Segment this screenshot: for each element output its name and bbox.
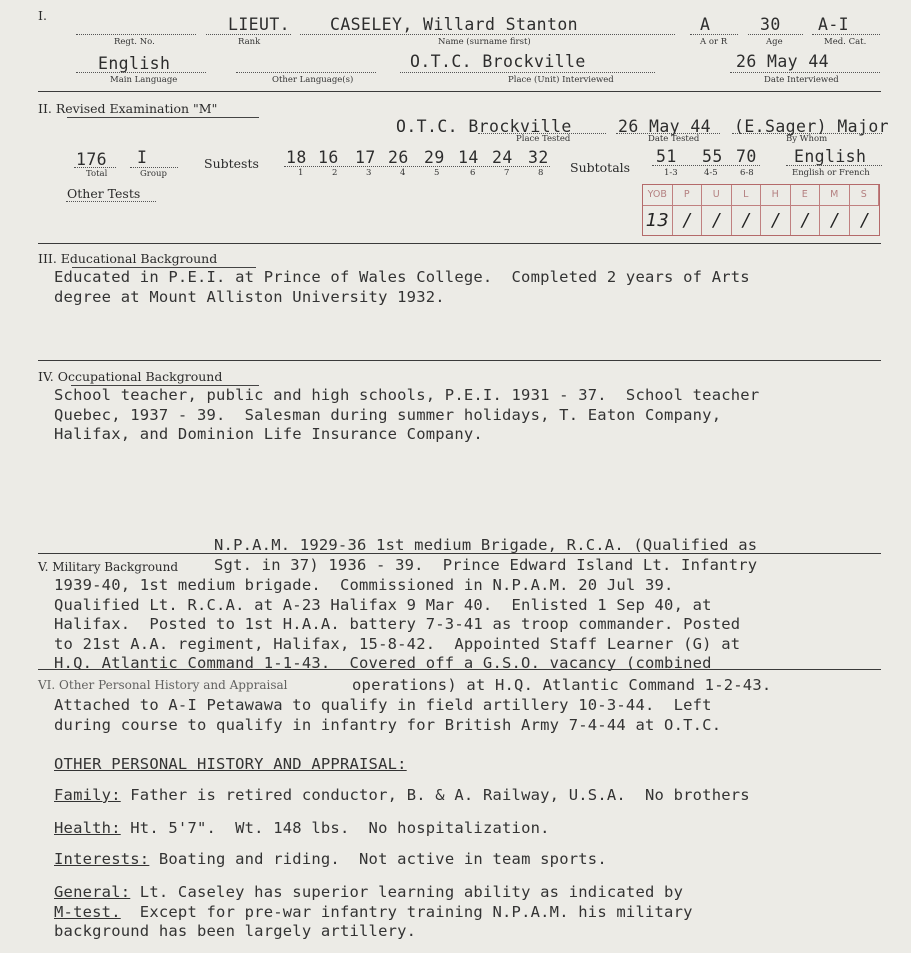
section-4-rule [38, 553, 881, 554]
language-tested-value: English [794, 147, 867, 166]
occ-line-3: Halifax, and Dominion Life Insurance Company. [54, 425, 483, 443]
grid-value-h: / [761, 206, 791, 235]
general-text-2: Except for pre-war infantry training N.P.A.M. his military [120, 902, 693, 921]
subtotal-2: 55 [702, 147, 723, 166]
general-row [54, 883, 693, 942]
mil-line-8: Attached to A-I Petawawa to qualify in field artillery 10-3-44. Left [54, 696, 712, 714]
subtest-4: 26 [388, 148, 409, 167]
interests-text: Boating and riding. Not active in team sports. [149, 850, 607, 868]
date-interviewed-label: Date Interviewed [764, 75, 839, 85]
edu-line-1: Educated in P.E.I. at Prince of Wales College. Completed 2 years of Arts [54, 268, 750, 286]
mil-line-3: Qualified Lt. R.C.A. at A-23 Halifax 9 Mar 40. Enlisted 1 Sep 40, at [54, 595, 712, 614]
pulhems-grid [642, 184, 880, 236]
section-2-title: II. Revised Examination "M" [38, 101, 218, 116]
health-label: Health: [54, 819, 121, 837]
occupational-text [54, 386, 759, 445]
edu-line-2: degree at Mount Alliston University 1932. [54, 287, 445, 306]
grid-value-s: / [861, 209, 868, 231]
educational-text [54, 268, 750, 307]
section-1-rule [38, 91, 881, 92]
section-2-title-underline [67, 117, 259, 118]
name-label: Name (surname first) [438, 37, 531, 47]
family-row [54, 786, 750, 806]
military-text-cont [54, 696, 721, 735]
subtest-num-5: 5 [434, 168, 440, 178]
subtotal-1: 51 [656, 147, 677, 166]
section-4-title: IV. Occupational Background [38, 369, 223, 384]
subtest-7: 24 [492, 148, 513, 167]
section-5-title: V. Military Background [38, 560, 179, 574]
by-whom-label: By Whom [786, 134, 828, 144]
main-language-line [76, 72, 206, 73]
subtest-num-1: 1 [298, 168, 304, 178]
subtotal-range-3: 6-8 [740, 168, 754, 178]
mil-line-9: during course to qualify in infantry for British Army 7-4-44 at O.T.C. [54, 715, 722, 734]
date-interviewed-value: 26 May 44 [736, 52, 830, 71]
rank-line [206, 34, 291, 35]
other-language-label: Other Language(s) [272, 75, 354, 85]
military-text [54, 576, 740, 674]
total-label: Total [86, 169, 108, 179]
grid-value-p: / [673, 206, 703, 235]
mil-line-7: operations) at H.Q. Atlantic Command 1-2-43. [352, 676, 772, 694]
subtest-6: 14 [458, 148, 479, 167]
main-language-value: English [98, 54, 171, 73]
section-6-title: VI. Other Personal History and Appraisal [38, 678, 288, 692]
place-tested-label: Place Tested [516, 134, 571, 144]
subtest-num-3: 3 [366, 168, 372, 178]
place-tested-value: O.T.C. Brockville [396, 117, 572, 136]
mil-line-0: N.P.A.M. 1929-36 1st medium Brigade, R.C.A. (Qualified as [214, 536, 758, 554]
med-cat-value: A-I [818, 15, 850, 34]
section-1-number: I. [38, 8, 47, 23]
date-tested-value: 26 May 44 [618, 117, 712, 136]
section-5-rule [38, 669, 881, 670]
occ-line-2: Quebec, 1937 - 39. Salesman during summer holidays, T. Eaton Company, [54, 405, 722, 424]
name-value: CASELEY, Willard Stanton [330, 15, 579, 34]
health-text: Ht. 5'7". Wt. 148 lbs. No hospitalization. [120, 819, 550, 837]
main-language-label: Main Language [110, 75, 178, 85]
place-interviewed-line [400, 72, 655, 73]
subtest-3: 17 [355, 148, 376, 167]
group-value: I [137, 148, 148, 167]
subtest-num-6: 6 [470, 168, 476, 178]
grid-header-e: E [791, 185, 821, 206]
interests-row [54, 850, 607, 870]
total-line [74, 167, 116, 168]
grid-header-u: U [702, 185, 732, 206]
a-or-r-line [690, 34, 738, 35]
age-line [748, 34, 803, 35]
date-interviewed-line [730, 72, 880, 73]
language-tested-line [786, 165, 882, 166]
subtest-2: 16 [318, 148, 339, 167]
group-label: Group [140, 169, 167, 179]
subtests-label: Subtests [204, 156, 259, 171]
mil-line-4: Halifax. Posted to 1st H.A.A. battery 7-3-41 as troop commander. Posted [54, 615, 741, 633]
age-label: Age [766, 37, 783, 47]
general-label-2: M-test. [54, 902, 121, 921]
age-value: 30 [760, 15, 781, 34]
grid-header-yob: YOB [643, 185, 673, 206]
rank-label: Rank [238, 37, 261, 47]
other-tests-label: Other Tests [67, 186, 141, 201]
mil-line-1: Sgt. in 37) 1936 - 39. Prince Edward Island Lt. Infantry [214, 556, 758, 574]
other-language-line [236, 72, 376, 73]
health-row [54, 819, 550, 839]
section-3-rule [38, 360, 881, 361]
subtotal-range-2: 4-5 [704, 168, 718, 178]
med-cat-line [812, 34, 880, 35]
other-history-heading: OTHER PERSONAL HISTORY AND APPRAISAL: [54, 755, 407, 773]
by-whom-value: (E.Sager) Major [734, 117, 890, 136]
subtest-num-8: 8 [538, 168, 544, 178]
subtest-num-4: 4 [400, 168, 406, 178]
occ-line-1: School teacher, public and high schools, P.E.I. 1931 - 37. School teacher [54, 386, 760, 404]
grid-header-m: M [820, 185, 850, 206]
mil-line-2: 1939-40, 1st medium brigade. Commissioned in N.P.A.M. 20 Jul 39. [54, 576, 674, 594]
subtest-5: 29 [424, 148, 445, 167]
subtest-8: 32 [528, 148, 549, 167]
regt-no-label: Regt. No. [114, 37, 155, 47]
mil-line-6: H.Q. Atlantic Command 1-1-43. Covered off a G.S.O. vacancy (combined [54, 654, 712, 672]
grid-value-l: / [732, 206, 762, 235]
subtotals-label: Subtotals [570, 160, 631, 175]
family-label: Family: [54, 786, 121, 804]
subtest-num-2: 2 [332, 168, 338, 178]
grid-value-e: / [791, 206, 821, 235]
section-2-rule [38, 243, 881, 244]
mil-line-5: to 21st A.A. regiment, Halifax, 15-8-42. Appointed Staff Learner (G) at [54, 634, 741, 653]
grid-value-yob: 13 [643, 206, 673, 235]
total-value: 176 [76, 150, 108, 169]
subtest-1: 18 [286, 148, 307, 167]
family-text: Father is retired conductor, B. & A. Railway, U.S.A. No brothers [120, 786, 750, 804]
subtotals-line [652, 165, 760, 166]
general-label: General: [54, 883, 131, 901]
section-3-title: III. Educational Background [38, 251, 218, 266]
interests-label: Interests: [54, 850, 150, 868]
rank-value: LIEUT. [228, 15, 291, 34]
grid-value-u: / [702, 206, 732, 235]
grid-header-s: S [850, 185, 880, 206]
subtest-num-7: 7 [504, 168, 510, 178]
a-or-r-label: A or R [700, 37, 728, 47]
place-interviewed-value: O.T.C. Brockville [410, 52, 586, 71]
grid-header-h: H [761, 185, 791, 206]
grid-value-m: / [820, 206, 850, 235]
subtotal-3: 70 [736, 147, 757, 166]
general-text: Lt. Caseley has superior learning ability as indicated by [130, 883, 684, 901]
general-text-3: background has been largely artillery. [54, 922, 417, 940]
a-or-r-value: A [700, 15, 711, 34]
grid-header-l: L [732, 185, 762, 206]
date-tested-label: Date Tested [648, 134, 700, 144]
grid-header-p: P [673, 185, 703, 206]
med-cat-label: Med. Cat. [824, 37, 867, 47]
name-line [300, 34, 675, 35]
regt-no-line [76, 34, 196, 35]
group-line [130, 167, 178, 168]
other-tests-line [66, 201, 156, 202]
english-french-label: English or French [792, 168, 870, 178]
subtests-line [284, 166, 550, 167]
place-interviewed-label: Place (Unit) Interviewed [508, 75, 614, 85]
subtotal-range-1: 1-3 [664, 168, 678, 178]
